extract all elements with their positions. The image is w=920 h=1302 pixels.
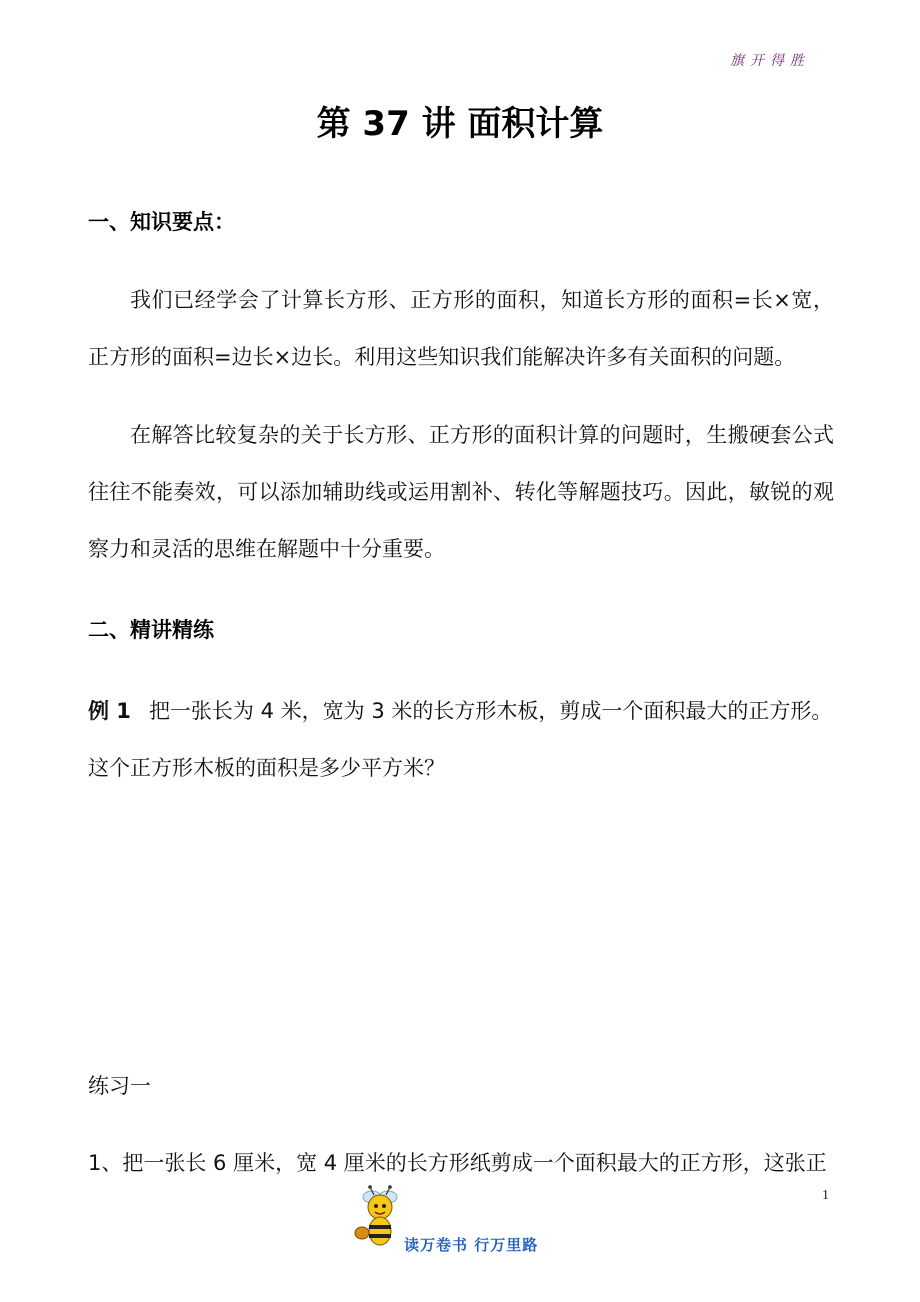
header-tag: 旗开得胜 [730, 53, 810, 69]
page-title: 第 37 讲 面积计算 [316, 104, 604, 144]
knowledge-paragraph-2: 在解答比较复杂的关于长方形、正方形的面积计算的问题时，生搬硬套公式往往不能奏效，可以添加辅助线或运用割补、转化等解题技巧。因此，敏锐的观察力和灵活的思维在解题中十分重要。 [88, 423, 834, 561]
bee-mascot-icon [352, 1183, 408, 1253]
footer-slogan: 读万卷书 行万里路 [404, 1236, 539, 1254]
knowledge-paragraph-1: 我们已经学会了计算长方形、正方形的面积，知道长方形的面积=长×宽，正方形的面积=边长×边长。利用这些知识我们能解决许多有关面积的问题。 [88, 288, 834, 369]
example-text: 把一张长为 4 米，宽为 3 米的长方形木板，剪成一个面积最大的正方形。这个正方形木板的面积是多少平方米？ [88, 699, 833, 780]
practice-question-1: 1、把一张长 6 厘米，宽 4 厘米的长方形纸剪成一个面积最大的正方形，这张正 [88, 1151, 827, 1175]
practice-heading: 练习一 [88, 1074, 151, 1098]
section-heading-knowledge: 一、知识要点： [88, 210, 235, 234]
section-heading-practice: 二、精讲精练 [88, 618, 214, 642]
page-number: 1 [822, 1188, 829, 1203]
example-1 [88, 683, 838, 797]
example-label: 例 1 [88, 699, 131, 723]
